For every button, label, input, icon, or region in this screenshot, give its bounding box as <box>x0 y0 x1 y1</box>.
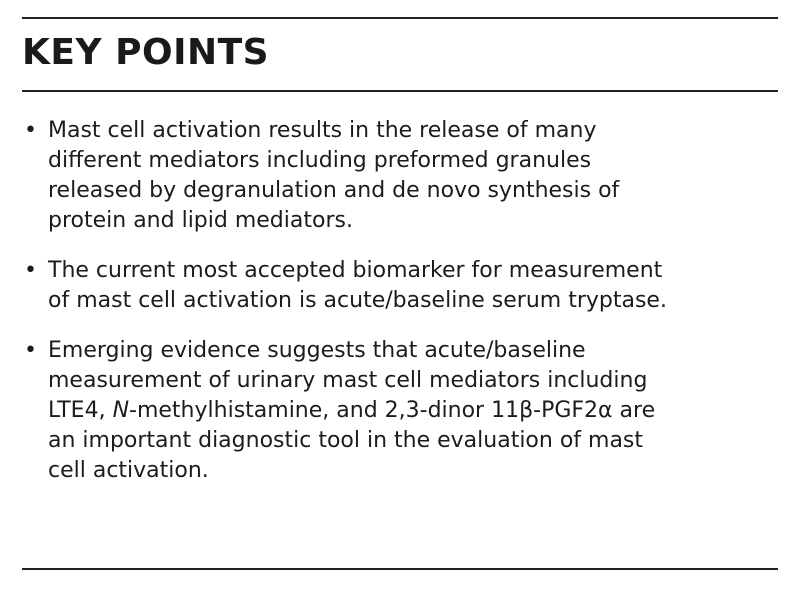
bottom-rule <box>22 568 778 570</box>
text-line: cell activation. <box>48 458 209 483</box>
key-points-box <box>22 0 778 592</box>
key-point-3 <box>22 336 778 486</box>
text-line: different mediators including preformed granules <box>48 148 592 173</box>
text-line: measurement of urinary mast cell mediators including <box>48 368 648 393</box>
text-segment: -methylhistamine, and 2,3-dinor 11β-PGF2α are <box>129 398 656 423</box>
text-line: released by degranulation and de novo synthesis of <box>48 178 620 203</box>
text-line: Mast cell activation results in the release of many <box>48 118 597 143</box>
text-line: The current most accepted biomarker for measurement <box>48 258 663 283</box>
italic-text-segment: N <box>112 398 130 423</box>
top-rule <box>22 17 778 19</box>
key-points-list <box>22 116 778 486</box>
text-line: protein and lipid mediators. <box>48 208 353 233</box>
key-points-heading: KEY POINTS <box>22 32 270 73</box>
bullet-icon: • <box>24 338 37 363</box>
key-point-2 <box>22 256 778 316</box>
text-line <box>48 396 778 426</box>
text-line: Emerging evidence suggests that acute/baseline <box>48 338 586 363</box>
key-point-1 <box>22 116 778 236</box>
heading-rule <box>22 90 778 92</box>
text-segment: LTE4, <box>48 398 113 423</box>
text-line: of mast cell activation is acute/baseline serum tryptase. <box>48 288 667 313</box>
text-line: an important diagnostic tool in the evaluation of mast <box>48 428 644 453</box>
bullet-icon: • <box>24 258 37 283</box>
bullet-icon: • <box>24 118 37 143</box>
